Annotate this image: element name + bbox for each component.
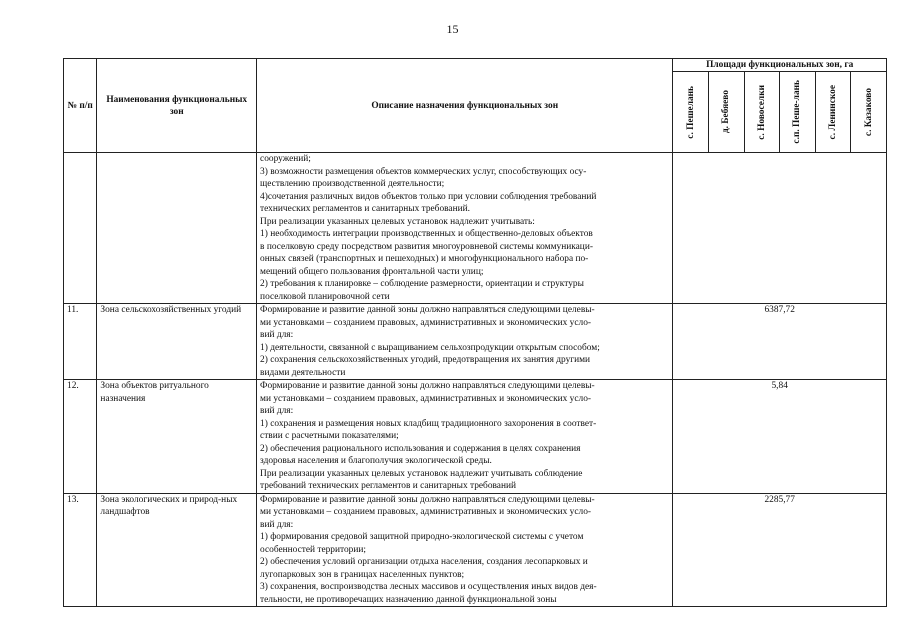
description-line: 2) обеспечения рационального использования и содержания в целях сохранения	[260, 443, 581, 454]
description-line: мещений общего пользования фронтальной части улиц;	[260, 266, 484, 277]
header-settlement: с. Ленинское	[815, 72, 851, 153]
description-line: вий для:	[260, 519, 294, 530]
description-line: Формирование и развитие данной зоны должно направляться следующими целевы-	[260, 494, 595, 505]
description-line: При реализации указанных целевых установок надлежит учитывать:	[260, 216, 535, 227]
header-settlement: д. Бебяево	[708, 72, 744, 153]
header-name: Наименования функциональных зон	[97, 59, 257, 153]
description-line: особенностей территории;	[260, 544, 366, 555]
row-name: Зона сельскохозяйственных угодий	[97, 304, 257, 380]
description-line: 2) обеспечения условий организации отдыха населения, создания лесопарковых и	[260, 557, 588, 567]
row-num: 13.	[64, 493, 97, 607]
table-row	[64, 380, 887, 494]
description-line: здоровья населения и благополучия экологической среды.	[260, 456, 492, 466]
header-settlement: с.п. Пеше-лань	[780, 72, 816, 153]
row-area: 6387,72	[673, 304, 887, 380]
page-number: 15	[446, 22, 459, 36]
description-line: в поселковую среду посредством развития многоуровневой системы коммуникаци-	[260, 241, 593, 252]
description-line: вий для:	[260, 330, 294, 340]
description-line: 3) сохранения, воспроизводства лесных массивов и осуществления иных видов дея-	[260, 582, 597, 592]
header-area-group: Площади функциональных зон, га	[673, 59, 887, 72]
description-line: 3) возможности размещения объектов коммерческих услуг, способствующих осу-	[260, 166, 587, 177]
row-description	[257, 493, 673, 607]
description-line: видами деятельности	[260, 367, 346, 378]
description-line: ми установками – созданием правовых, административных и экономических усло-	[260, 507, 592, 517]
description-line: 1) необходимость интеграции производственных и общественно-деловых объектов	[260, 229, 593, 239]
row-description	[257, 304, 673, 380]
row-description	[257, 380, 673, 494]
description-line: 1) деятельности, связанной с выращиванием сельхозпродукции открытым способом;	[260, 342, 600, 353]
description-line: требований технических регламентов и санитарных требований	[260, 481, 517, 491]
description-line: поселковой планировочной сети	[260, 291, 390, 302]
description-line: онных связей (транспортных и пешеходных) и многофункционального набора по-	[260, 254, 589, 264]
row-area: 5,84	[673, 380, 887, 494]
description-line: 2) требования к планировке – соблюдение размерности, ориентации и структуры	[260, 279, 584, 289]
row-name	[97, 153, 257, 304]
row-name: Зона экологических и природ-ных ландшафтов	[97, 493, 257, 607]
description-line: 4)сочетания различных видов объектов только при условии соблюдения требований	[260, 191, 597, 202]
description-line: 1) формирования средовой защитной природно-экологической системы с учетом	[260, 532, 584, 542]
description-line: ществлению производственной деятельности;	[260, 179, 445, 189]
description-line: ми установками – созданием правовых, административных и экономических усло-	[260, 317, 592, 328]
row-name: Зона объектов ритуального назначения	[97, 380, 257, 494]
description-line: ствии с расчетными показателями;	[260, 431, 399, 441]
description-line: 2) сохранения сельскохозяйственных угодий, предотвращения их занятия другими	[260, 355, 591, 365]
header-num: № п/п	[64, 59, 97, 153]
row-area	[673, 153, 887, 304]
description-line: тельности, не противоречащих назначению данной функциональной зоны	[260, 594, 557, 605]
description-line: лугопарковых зон в границах населенных пунктов;	[260, 569, 465, 580]
row-num: 12.	[64, 380, 97, 494]
description-line: Формирование и развитие данной зоны должно направляться следующими целевы-	[260, 381, 595, 391]
functional-zones-table	[63, 58, 887, 607]
row-num: 11.	[64, 304, 97, 380]
description-line: Формирование и развитие данной зоны должно направляться следующими целевы-	[260, 305, 595, 315]
table-row	[64, 153, 887, 304]
header-settlement: с. Казаково	[851, 72, 887, 153]
description-line: При реализации указанных целевых установок надлежит учитывать соблюдение	[260, 468, 583, 479]
row-area: 2285,77	[673, 493, 887, 607]
table-row	[64, 304, 887, 380]
description-line: ми установками – созданием правовых, административных и экономических усло-	[260, 393, 592, 404]
header-settlement: с. Новоселки	[744, 72, 780, 153]
row-num	[64, 153, 97, 304]
description-line: 1) сохранения и размещения новых кладбищ традиционного захоронения в соответ-	[260, 418, 597, 429]
description-line: сооружений;	[260, 154, 311, 164]
header-settlement: с. Пешелань	[673, 72, 709, 153]
description-line: вий для:	[260, 406, 294, 416]
description-line: технических регламентов и санитарных требований.	[260, 204, 470, 214]
table-row	[64, 493, 887, 607]
header-description: Описание назначения функциональных зон	[257, 59, 673, 153]
row-description	[257, 153, 673, 304]
